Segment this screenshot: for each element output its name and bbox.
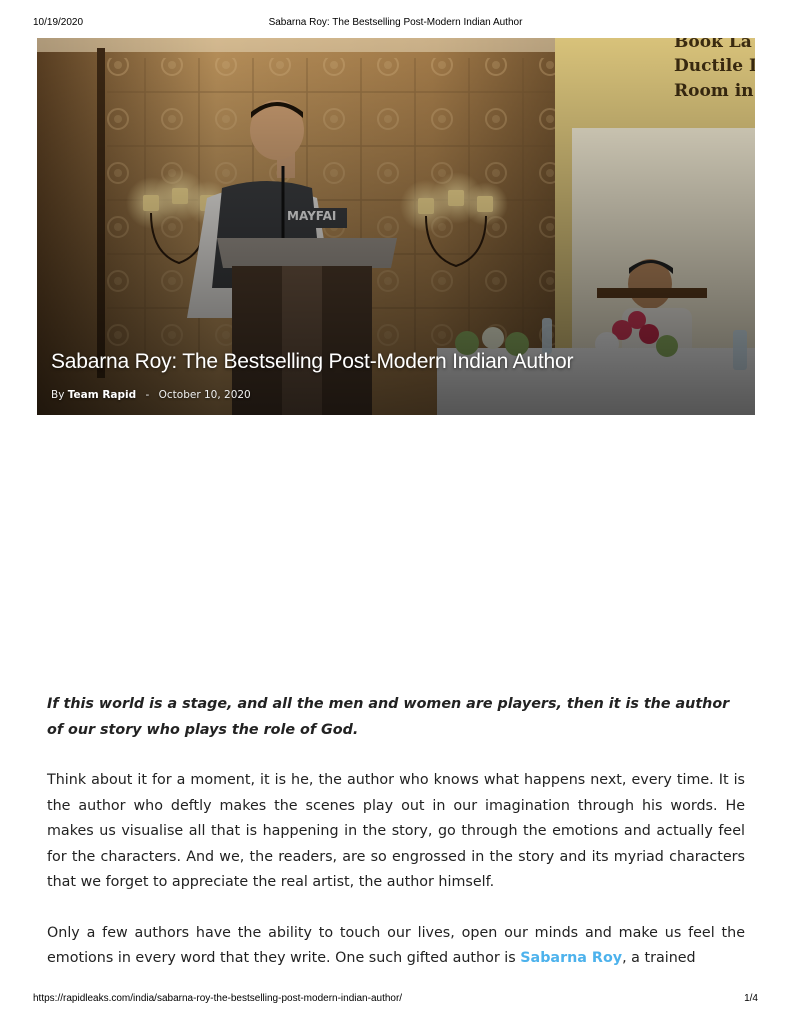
paragraph-text: , a trained [622,950,696,966]
publish-date: October 10, 2020 [158,389,251,401]
page-url: https://rapidleaks.com/india/sabarna-roy-the-bestselling-post-modern-indian-author/ [33,993,403,1004]
paragraph: Think about it for a moment, it is he, the author who knows what happens next, every time. It is the author who deftly makes the scenes play out in our imagination through his words. He makes us visualise all that is happening in the story, go through the emotions and actually feel for the characters. And we, the readers, are so engrossed in the story and its myriad characters that we forget to appreciate the real artist, the author himself. [47,772,745,890]
author-link[interactable]: Team Rapid [67,389,137,401]
print-header [0,17,791,31]
page-number: 1/4 [744,993,758,1004]
lead-quote: If this world is a stage, and all the men and women are players, then it is the author of our story who plays the role of God. [47,696,730,738]
author-name-link[interactable]: Sabarna Roy [520,950,623,966]
meta-separator: - [145,389,150,401]
featured-image-header [37,38,755,415]
article-body [47,692,745,997]
article-meta [51,389,251,401]
paragraph-text: Only a few authors have the ability to touch our lives, open our minds and make us feel the emotions in every word that they write. One such gifted author is [47,924,745,966]
print-page-title: Sabarna Roy: The Bestselling Post-Modern Indian Author [268,17,523,28]
article-title: Sabarna Roy: The Bestselling Post-Modern Indian Author [51,350,574,373]
print-date: 10/19/2020 [33,17,84,28]
print-footer [0,993,791,1007]
byline-prefix: By [51,389,65,401]
paragraph [47,921,745,972]
